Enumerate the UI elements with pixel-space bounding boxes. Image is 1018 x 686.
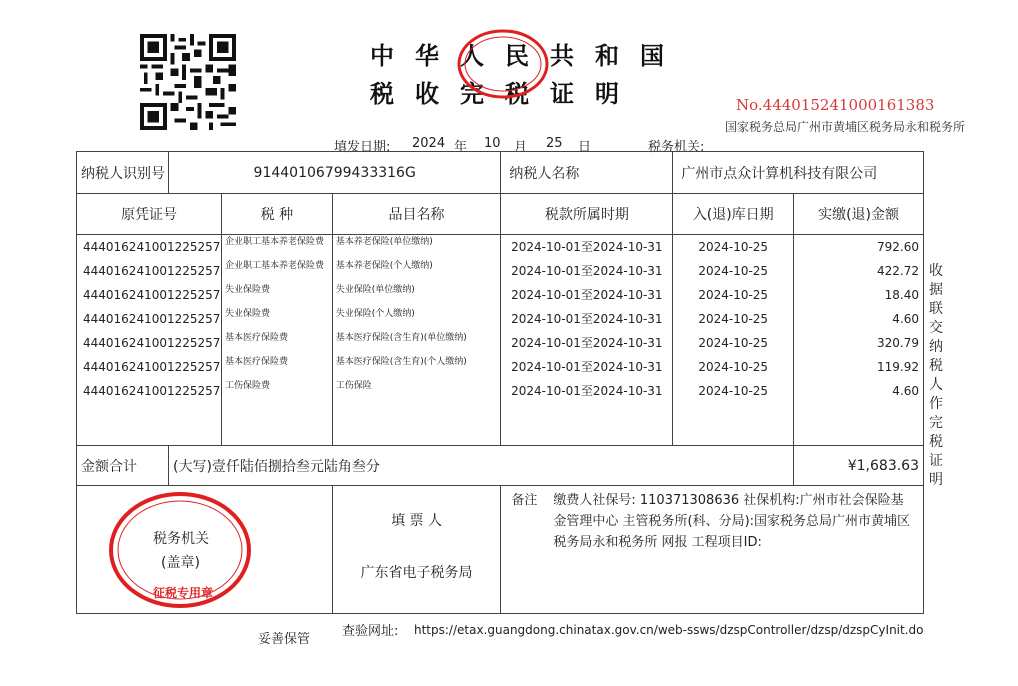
period-cell: 2024-10-01至2024-10-31 (511, 336, 663, 350)
cert-cell: 444016241001225257 (83, 288, 221, 302)
header-item-name: 品目名称 (332, 194, 501, 235)
tax-type-cell: 失业保险费 (224, 285, 270, 295)
document-title-line1: 中华人民共和国 (370, 42, 685, 70)
keep-safe-label: 妥善保管 (258, 632, 311, 647)
seal-office-label: 税务机关 (153, 531, 209, 547)
amount-cell: 4.60 (892, 312, 919, 326)
cert-cell: 444016241001225257 (83, 240, 221, 254)
tax-type-cell: 企业职工基本养老保险费 (224, 237, 324, 247)
storage-date-cell: 2024-10-25 (698, 288, 769, 302)
issuing-authority: 国家税务总局广州市黄埔区税务局永和税务所 (725, 120, 966, 134)
tax-certificate-table (76, 151, 924, 614)
storage-date-cell: 2024-10-25 (698, 384, 769, 398)
taxpayer-id-value: 91440106799433316G (168, 152, 500, 194)
filler-label: 填 票 人 (391, 513, 442, 529)
taxpayer-id-label: 纳税人识别号 (77, 152, 169, 194)
header-amount: 实缴(退)金额 (794, 194, 924, 235)
document-title-line2: 税收完税证明 (370, 80, 640, 108)
tax-type-cell: 企业职工基本养老保险费 (224, 261, 324, 271)
header-period: 税款所属时期 (501, 194, 673, 235)
item-name-column (332, 235, 501, 446)
cert-cell: 444016241001225257 (83, 312, 221, 326)
query-url[interactable]: https://etax.guangdong.chinatax.gov.cn/web-ssws/dzspController/dzsp/dzspCyInit.do (414, 623, 924, 637)
day-label: 日 (578, 140, 592, 155)
filler-value: 广东省电子税务局 (360, 565, 473, 581)
item-name-cell: 失业保险(单位缴纳) (335, 285, 415, 295)
cert-cell: 444016241001225257 (83, 384, 221, 398)
fill-date-label: 填发日期: (334, 140, 391, 155)
period-cell: 2024-10-01至2024-10-31 (511, 360, 663, 374)
seal-stamp-label: (盖章) (161, 555, 200, 571)
seal-bottom-text: 征税专用章 (153, 586, 214, 600)
amount-column (794, 235, 924, 446)
year-label: 年 (454, 140, 468, 155)
month-label: 月 (514, 140, 528, 155)
side-receipt-text: 收据联交纳税人作完税证明 (929, 263, 943, 488)
note-label: 备注 (511, 493, 538, 508)
header-tax-type: 税 种 (221, 194, 332, 235)
cert-cell: 444016241001225257 (83, 264, 221, 278)
storage-date-cell: 2024-10-25 (698, 312, 769, 326)
period-cell: 2024-10-01至2024-10-31 (511, 384, 663, 398)
item-name-cell: 基本医疗保险(含生育)(单位缴纳) (335, 333, 467, 343)
fill-year: 2024 (412, 136, 446, 151)
header-cert-no: 原凭证号 (77, 194, 222, 235)
period-cell: 2024-10-01至2024-10-31 (511, 264, 663, 278)
amount-cell: 119.92 (877, 360, 919, 374)
serial-number: No.444015241000161383 (736, 96, 935, 114)
taxpayer-name-label: 纳税人名称 (501, 152, 673, 194)
fill-month: 10 (484, 136, 501, 151)
total-in-words: (大写)壹仟陆佰捌拾叁元陆角叁分 (168, 446, 793, 486)
storage-date-cell: 2024-10-25 (698, 336, 769, 350)
tax-type-cell: 工伤保险费 (224, 381, 270, 391)
storage-date-cell: 2024-10-25 (698, 264, 769, 278)
note-text: 缴费人社保号: 110371308636 社保机构:广州市社会保险基金管理中心 主管税务所(科、分局):国家税务总局广州市黄埔区税务局永和税务所 网报 工程项目ID: (553, 493, 911, 550)
seal-cell (77, 486, 333, 614)
tax-type-cell: 基本医疗保险费 (224, 333, 288, 343)
amount-cell: 320.79 (877, 336, 919, 350)
item-name-cell: 工伤保险 (335, 381, 372, 391)
period-cell: 2024-10-01至2024-10-31 (511, 312, 663, 326)
query-label: 查验网址: (342, 624, 399, 639)
storage-date-cell: 2024-10-25 (698, 240, 769, 254)
item-name-cell: 失业保险(个人缴纳) (335, 309, 415, 319)
note-cell (501, 486, 924, 614)
item-name-cell: 基本养老保险(单位缴纳) (335, 237, 433, 247)
tax-office-label: 税务机关: (648, 140, 705, 155)
filler-cell (332, 486, 501, 614)
fill-day: 25 (546, 136, 563, 151)
tax-type-column (221, 235, 332, 446)
header-storage-date: 入(退)库日期 (673, 194, 794, 235)
cert-cell: 444016241001225257 (83, 360, 221, 374)
period-column (501, 235, 673, 446)
total-amount: ¥1,683.63 (794, 446, 924, 486)
item-name-cell: 基本医疗保险(含生育)(个人缴纳) (335, 357, 467, 367)
total-label: 金额合计 (77, 446, 169, 486)
amount-cell: 792.60 (877, 240, 919, 254)
item-name-cell: 基本养老保险(个人缴纳) (335, 261, 433, 271)
period-cell: 2024-10-01至2024-10-31 (511, 240, 663, 254)
period-cell: 2024-10-01至2024-10-31 (511, 288, 663, 302)
amount-cell: 4.60 (892, 384, 919, 398)
cert-column (77, 235, 222, 446)
storage-date-cell: 2024-10-25 (698, 360, 769, 374)
top-seal (455, 28, 551, 100)
amount-cell: 422.72 (877, 264, 919, 278)
taxpayer-name-value: 广州市点众计算机科技有限公司 (673, 152, 924, 194)
cert-cell: 444016241001225257 (83, 336, 221, 350)
amount-cell: 18.40 (884, 288, 919, 302)
storage-date-column (673, 235, 794, 446)
tax-type-cell: 失业保险费 (224, 309, 270, 319)
qr-code (138, 34, 238, 130)
tax-type-cell: 基本医疗保险费 (224, 357, 288, 367)
